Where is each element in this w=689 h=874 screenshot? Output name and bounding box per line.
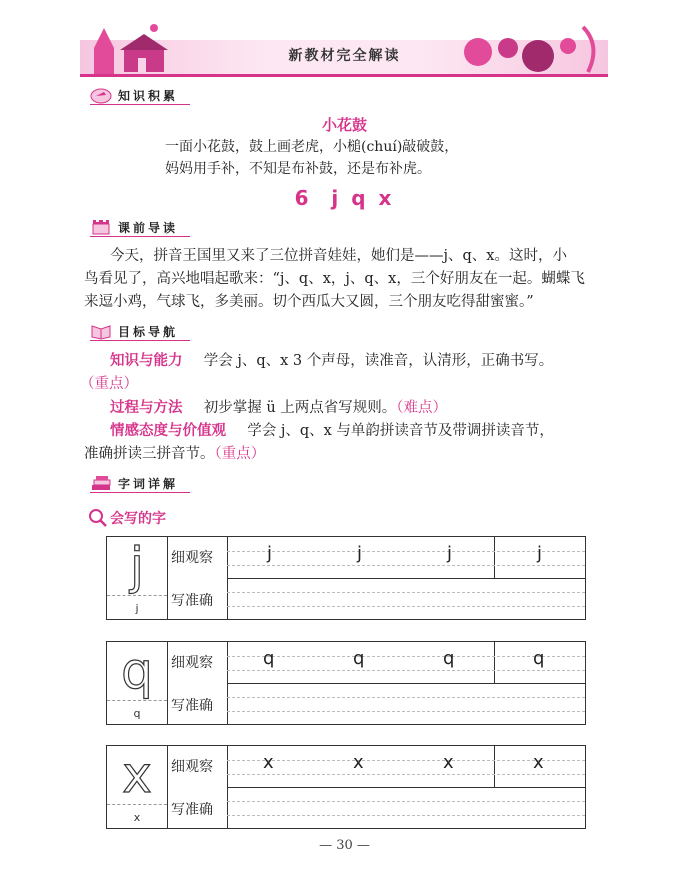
observe-cell-3: x (443, 752, 454, 773)
observe-cell-4: q (533, 648, 545, 669)
goal-1-text: 学会 j、q、x 3 个声母，读准音，认清形，正确书写。 (203, 353, 554, 369)
observe-cell-4: j (537, 543, 543, 564)
poem-line-2: 妈妈用手补，不知是布补鼓，还是布补虎。 (165, 161, 431, 177)
observe-cell-2: j (357, 543, 363, 564)
header-title: 新教材完全解读 (288, 48, 401, 64)
poem-line-1: 一面小花鼓，鼓上画老虎，小槌(chuí)敲破鼓， (165, 139, 459, 155)
observe-label: 细观察 (171, 759, 213, 775)
letter-card-x (106, 745, 586, 829)
goal-1-tag: （重点） (80, 376, 138, 392)
goals-underline (90, 340, 190, 341)
small-letter: q (133, 707, 141, 720)
observe-cell-2: q (353, 648, 365, 669)
goal-3-tag: （重点） (214, 446, 266, 462)
big-letter: x (122, 746, 152, 804)
letter-box (107, 537, 168, 619)
letter-box (107, 746, 168, 828)
letter-card-j (106, 536, 586, 620)
observe-cell-4: x (533, 752, 544, 773)
words-subhead (88, 508, 166, 528)
poem-title: 小花鼓 (321, 116, 367, 134)
big-letter: j (130, 537, 144, 595)
goals-section-head (90, 322, 178, 340)
small-letter: j (135, 602, 139, 615)
goal-3-cont (84, 443, 265, 465)
preview-underline (90, 236, 190, 237)
preview-line-3: 来逗小鸡，气球飞，多美丽。切个西瓜大又圆，三个朋友吃得甜蜜蜜。” (84, 294, 534, 310)
write-label: 写准确 (171, 802, 213, 818)
knowledge-underline (90, 104, 190, 105)
goal-3 (110, 420, 554, 442)
page-number: — 30 — (319, 838, 370, 853)
letter-card-q (106, 641, 586, 725)
goal-2 (110, 397, 447, 419)
observe-cell-3: j (447, 543, 453, 564)
goal-1 (110, 350, 553, 372)
observe-label: 细观察 (171, 655, 213, 671)
small-letter: x (133, 811, 141, 824)
observe-label: 细观察 (171, 550, 213, 566)
goal-2-text: 初步掌握 ü 上两点省写规则。 (203, 400, 397, 416)
observe-cell-3: q (443, 648, 455, 669)
write-label: 写准确 (171, 593, 213, 609)
letter-box (107, 642, 168, 724)
observe-cell-1: x (263, 752, 274, 773)
book-icon (90, 322, 112, 340)
books-stack-icon (90, 474, 112, 492)
observe-cell-2: x (353, 752, 364, 773)
words-underline (90, 492, 190, 493)
preview-section-head (90, 218, 178, 236)
lesson-title: 6 j q x (294, 186, 395, 210)
preview-section-label: 课前导读 (118, 220, 179, 235)
words-section-head (90, 474, 178, 492)
observe-cell-1: q (263, 648, 275, 669)
goal-2-tag: （难点） (396, 400, 448, 416)
goal-1-label: 知识与能力 (110, 353, 183, 369)
preview-line-1: 今天，拼音王国里又来了三位拼音娃娃，她们是——j、q、x。这时，小 (110, 248, 567, 264)
magnifier-icon (88, 508, 108, 528)
goals-section-label: 目标导航 (118, 324, 179, 339)
words-subhead-label: 会写的字 (110, 511, 166, 527)
castle-icon (90, 218, 112, 236)
knowledge-section-head (90, 86, 178, 104)
knowledge-section-label: 知识积累 (118, 88, 179, 103)
goal-2-label: 过程与方法 (110, 400, 183, 416)
preview-line-2: 鸟看见了，高兴地唱起歌来：“j、q、x，j、q、x，三个好朋友在一起。蝴蝶飞 (84, 271, 585, 287)
goal-3-text: 学会 j、q、x 与单韵拼读音节及带调拼读音节， (247, 423, 554, 439)
goal-3-label: 情感态度与价值观 (110, 423, 226, 439)
words-section-label: 字词详解 (118, 476, 179, 491)
write-label: 写准确 (171, 698, 213, 714)
note-icon (90, 86, 112, 104)
goal-3-text-2: 准确拼读三拼音节。 (84, 446, 215, 462)
observe-cell-1: j (267, 543, 273, 564)
big-letter: q (121, 642, 153, 700)
